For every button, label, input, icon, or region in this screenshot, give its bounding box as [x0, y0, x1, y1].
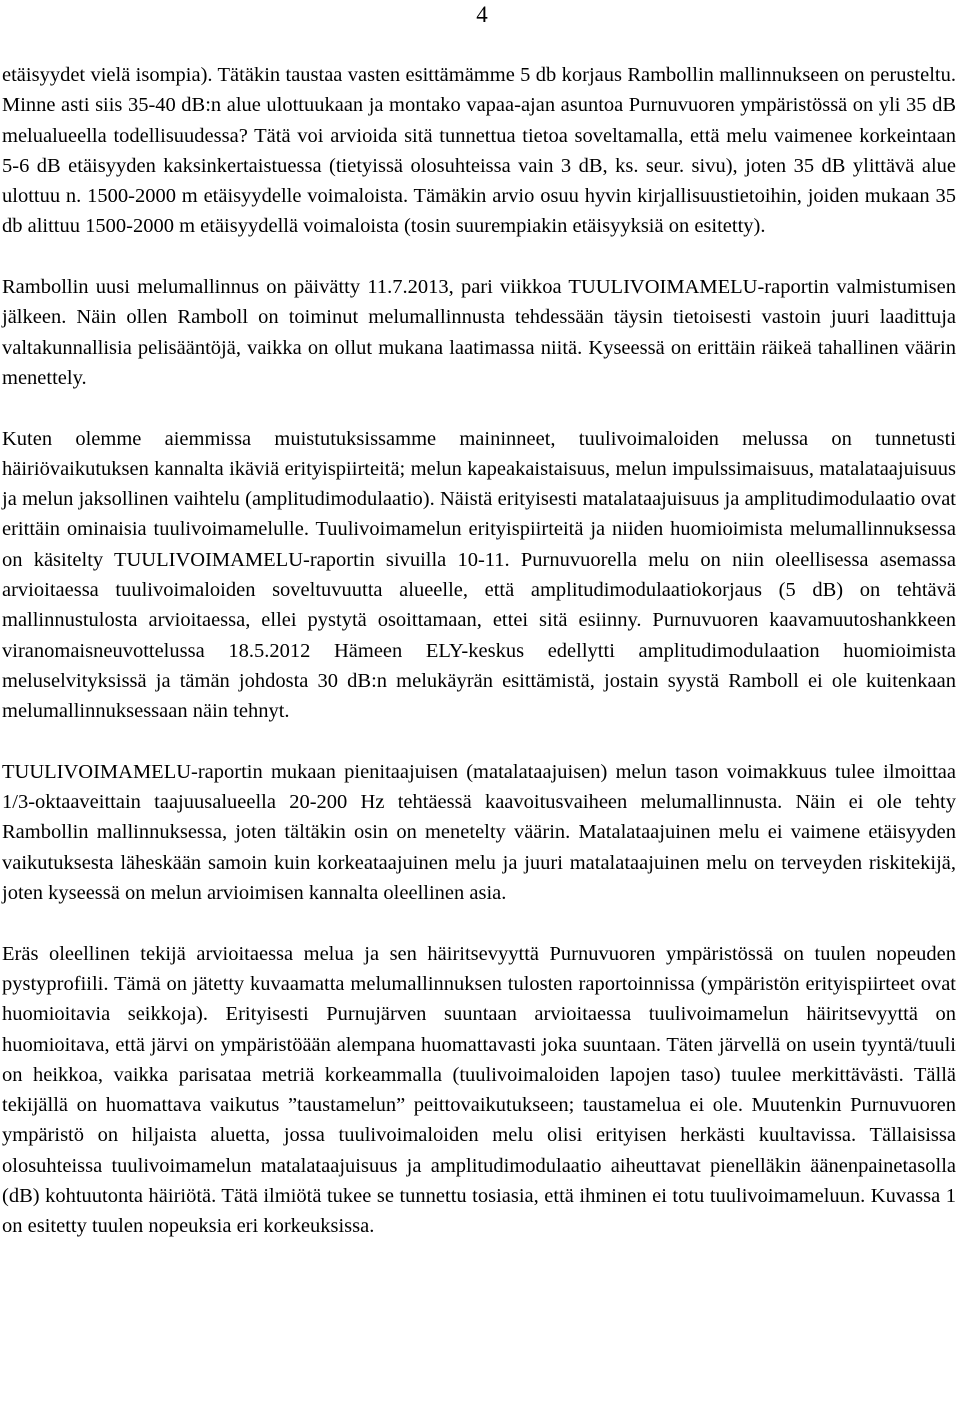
paragraph-ramboll-modelling-date: Rambollin uusi melumallinnus on päivätty 11.7.2013, pari viikkoa TUULIVOIMAMELU-raportin valmistumisen jälkeen. Näin ollen Ramboll on toiminut melumallinnusta tehdessään täysin tietoisesti vastoin juuri laadittuja valtakunnallisia pelisääntöjä, vaikka on ollut mukana laatimassa niitä. Kyseessä on erittäin räikeä tahallinen väärin menettely. [2, 276, 956, 389]
page-number: 4 [476, 2, 488, 27]
body-text [2, 60, 956, 1242]
paragraph-wind-profile: Eräs oleellinen tekijä arvioitaessa melua ja sen häiritsevyyttä Purnuvuoren ympäristössä on tuulen nopeuden pystyprofiili. Tämä on jätetty kuvaamatta melumallinnuksen tulosten raportoinnissa (ympäristön erityispiirteet ovat huomioitavia seikkoja). Erityisesti Purnujärven suuntaan arvioitaessa tuulivoimamelun häiritsevyyttä on huomioitava, että järvi on ympäristöään alempana huomattavasti joka suuntaan. Täten järvellä on usein tyyntä/tuuli on heikkoa, vaikka parisataa metriä korkeammalla (tuulivoimaloiden lapojen taso) tuulee merkittävästi. Tällä tekijällä on huomattava vaikutus ”taustamelun” peittovaikutukseen; taustamelua ei ole. Muutenkin Purnuvuoren ympäristö on hiljaista aluetta, jossa tuulivoimaloiden melu olisi erityisen herkästi kuultavissa. Tällaisissa olosuhteissa tuulivoimamelun matalataajuisuus ja amplitudimodulaatio aiheuttavat pienelläkin äänenpainetasolla (dB) kohtuutonta häiriötä. Tätä ilmiötä tukee se tunnettu tosiasia, että ihminen ei totu tuulivoimameluun. Kuvassa 1 on esitetty tuulen nopeuksia eri korkeuksissa. [2, 942, 956, 1238]
paragraph-noise-characteristics: Kuten olemme aiemmissa muistutuksissamme maininneet, tuulivoimaloiden melussa on tunnetusti häiriövaikutuksen kannalta ikäviä erityispiirteitä; melun kapeakaistaisuus, melun impulssimaisuus, matalataajuisuus ja melun jaksollinen vaihtelu (amplitudimodulaatio). Näistä erityisesti matalataajuisuus ja amplitudimodulaatio ovat erittäin ominaisia tuulivoimamelulle. Tuulivoimamelun erityispiirteitä ja niiden huomioimista melumallinnuksessa on käsitelty TUULIVOIMAMELU-raportin sivuilla 10-11. Purnuvuorella melu on niin oleellisessa asemassa arvioitaessa tuulivoimaloiden soveltuvuutta alueelle, että amplitudimodulaatiokorjaus (5 dB) on tehtävä mallinnustulosta arvioitaessa, ellei pystytä osoittamaan, ettei sitä esiinny. Purnuvuoren kaavamuutoshankkeen viranomaisneuvottelussa 18.5.2012 Hämeen ELY-keskus edellytti amplitudimodulaation huomioimista meluselvityksissä ja tämän johdosta 30 dB:n melukäyrän esittämistä, jostain syystä Ramboll ei ole kuitenkaan melumallinnuksessaan näin tehnyt. [2, 427, 956, 723]
paragraph-low-frequency-noise: TUULIVOIMAMELU-raportin mukaan pienitaajuisen (matalataajuisen) melun tason voimakkuus tulee ilmoittaa 1/3-oktaaveittain taajuusalueella 20-200 Hz tehtäessä kaavoitusvaiheen melumallinnusta. Näin ei ole tehty Rambollin mallinnuksessa, joten tältäkin osin on menetelty väärin. Matalataajuinen melu ei vaimene etäisyyden vaikutuksesta läheskään samoin kuin korkeataajuinen melu ja juuri matalataajuinen melu on terveyden riskitekijä, joten kyseessä on melun arvioimisen kannalta oleellinen asia. [2, 760, 956, 905]
paragraph-noise-distance-estimate: etäisyydet vielä isompia). Tätäkin taustaa vasten esittämämme 5 db korjaus Rambollin mallinnukseen on perusteltu. Minne asti siis 35-40 dB:n alue ulottuukaan ja montako vapaa-ajan asuntoa Purnuvuoren ympäristössä on yli 35 dB melualueella todellisuudessa? Tätä voi arvioida sitä tunnettua tietoa soveltamalla, että melu vaimenee korkeintaan 5-6 dB etäisyyden kaksinkertaistuessa (tietyissä olosuhteissa vain 3 dB, ks. seur. sivu), joten 35 dB ylittävä alue ulottuu n. 1500-2000 m etäisyydelle voimaloista. Tämäkin arvio osuu hyvin kirjallisuustietoihin, joiden mukaan 35 db alittuu 1500-2000 m etäisyydellä voimaloista (tosin suurempiakin etäisyyksiä on esitetty). [2, 64, 956, 238]
